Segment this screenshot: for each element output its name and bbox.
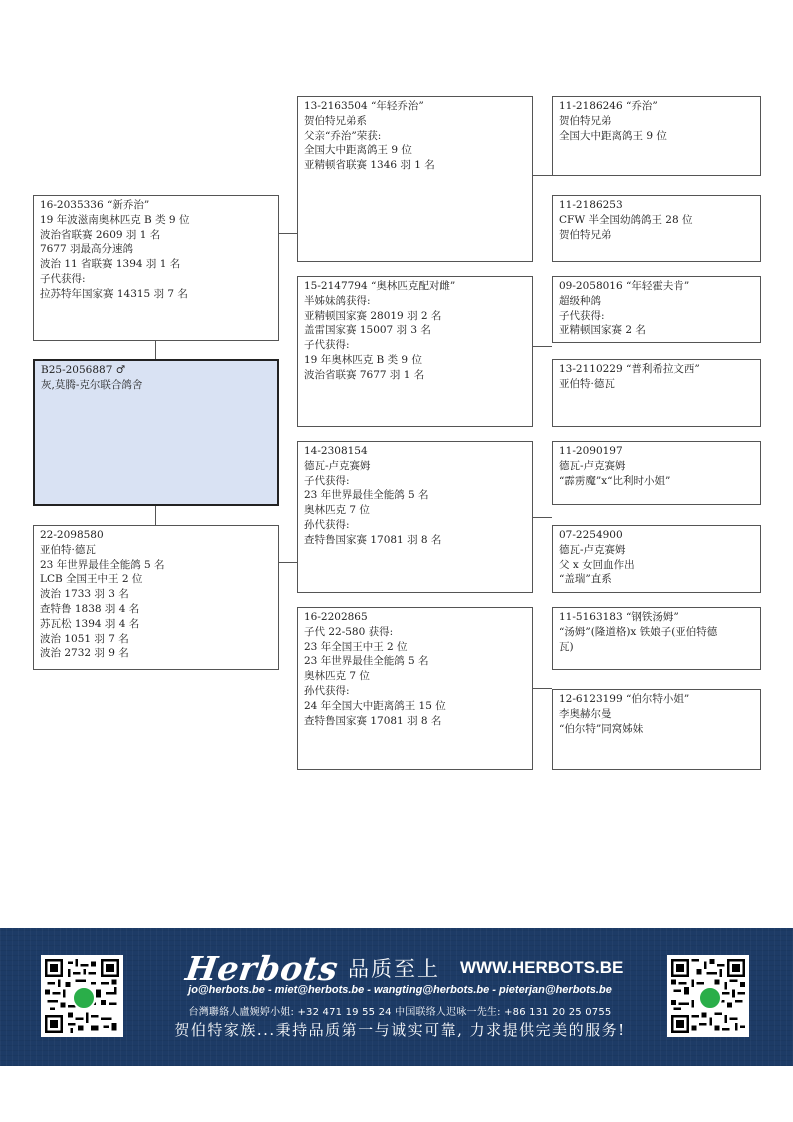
sd-sire-line: 亚精顿国家赛 2 名 bbox=[559, 324, 646, 337]
sire-dam-line: 盖雷国家赛 15007 羽 3 名 bbox=[304, 324, 431, 337]
dam-dam-line: 23 年世界最佳全能鸽 5 名 bbox=[304, 655, 429, 668]
ds-sire-line: 德瓦-卢克赛姆 bbox=[559, 459, 626, 472]
dam-line: 波治 2732 羽 9 名 bbox=[40, 647, 129, 660]
sire-dam-line: 子代获得: bbox=[304, 339, 350, 352]
dam-sire-line: 查特鲁国家赛 17081 羽 8 名 bbox=[304, 533, 442, 546]
connector bbox=[279, 562, 297, 563]
sire-line: 波治 11 省联赛 1394 羽 1 名 bbox=[40, 258, 181, 271]
sd-dam-box bbox=[552, 359, 761, 427]
connector bbox=[155, 506, 156, 525]
sire-dam-line: 亚精顿国家赛 28019 羽 2 名 bbox=[304, 309, 442, 322]
ds-sire-box bbox=[552, 441, 761, 505]
footer-banner bbox=[0, 928, 793, 1066]
dam-line: 波治 1051 羽 7 名 bbox=[40, 632, 129, 645]
dam-sire-line: 孙代获得: bbox=[304, 518, 350, 531]
connector bbox=[533, 517, 552, 518]
dd-dam-line: 李奥赫尔曼 bbox=[559, 707, 612, 720]
contact-emails[interactable]: jo@herbots.be - miet@herbots.be - wangting@herbots.be - pieterjan@herbots.be bbox=[188, 984, 612, 996]
dam-line: 波治 1733 羽 3 名 bbox=[40, 588, 129, 601]
sd-dam-line: 亚伯特·德瓦 bbox=[559, 377, 615, 390]
sire-box bbox=[33, 195, 279, 341]
ds-dam-line: 德瓦-卢克赛姆 bbox=[559, 543, 626, 556]
dam-dam-line: 23 年全国王中王 2 位 bbox=[304, 640, 408, 653]
sire-dam-line: 15-2147794 “奥林匹克配对雌” bbox=[304, 280, 456, 292]
dam-line: 22-2098580 bbox=[40, 529, 104, 541]
dam-sire-box bbox=[297, 441, 533, 593]
connector bbox=[155, 341, 156, 359]
dam-line: 查特鲁 1838 羽 4 名 bbox=[40, 602, 140, 615]
wechat-logo-icon bbox=[72, 986, 96, 1010]
dd-sire-box bbox=[552, 607, 761, 670]
sd-dam-line: 13-2110229 “普利希拉文西” bbox=[559, 363, 700, 375]
sd-sire-line: 超级种鸽 bbox=[559, 294, 601, 307]
subject-box bbox=[33, 359, 279, 506]
brand-row bbox=[183, 948, 624, 988]
website-link[interactable]: WWW.HERBOTS.BE bbox=[459, 958, 624, 977]
slogan: 品质至上 bbox=[347, 957, 440, 981]
sire-sire-line: 父亲“乔治”荣获: bbox=[304, 129, 382, 142]
sire-sire-line: 亚精顿省联赛 1346 羽 1 名 bbox=[304, 159, 435, 172]
dam-line: LCB 全国王中王 2 位 bbox=[40, 573, 143, 586]
subject-ring-number: B25-2056887 ♂ bbox=[41, 364, 126, 376]
dd-sire-line: “汤姆”(隆道格)x 铁娘子(亚伯特德 bbox=[559, 625, 718, 638]
dam-dam-line: 查特鲁国家赛 17081 羽 8 名 bbox=[304, 714, 442, 727]
dam-dam-line: 孙代获得: bbox=[304, 684, 350, 697]
dd-sire-line: 瓦) bbox=[559, 640, 574, 653]
ss-dam-line: 贺伯特兄弟 bbox=[559, 228, 612, 241]
sire-sire-box bbox=[297, 96, 533, 262]
ss-dam-line: CFW 半全国幼鸽鸽王 28 位 bbox=[559, 213, 693, 226]
qr-code-right[interactable] bbox=[667, 955, 749, 1037]
ds-sire-line: 11-2090197 bbox=[559, 445, 623, 457]
sire-line: 16-2035336 “新乔治” bbox=[40, 199, 150, 211]
sire-dam-line: 波治省联赛 7677 羽 1 名 bbox=[304, 368, 425, 381]
subject-breeder: 灰,莫腾-克尔联合鸽舍 bbox=[41, 378, 143, 391]
dam-line: 23 年世界最佳全能鸽 5 名 bbox=[40, 558, 165, 571]
dd-sire-line: 11-5163183 “钢铁汤姆” bbox=[559, 611, 679, 623]
ss-sire-line: 贺伯特兄弟 bbox=[559, 114, 612, 127]
sire-dam-line: 19 年奥林匹克 B 类 9 位 bbox=[304, 353, 422, 366]
dam-sire-line: 子代获得: bbox=[304, 474, 350, 487]
ds-dam-line: 父 x 女回血作出 bbox=[559, 558, 635, 571]
sd-sire-box bbox=[552, 276, 761, 343]
ds-dam-line: 07-2254900 bbox=[559, 529, 623, 541]
dam-dam-line: 子代 22-580 获得: bbox=[304, 625, 394, 638]
dd-dam-line: 12-6123199 “伯尔特小姐” bbox=[559, 693, 690, 705]
sire-sire-line: 贺伯特兄弟系 bbox=[304, 114, 367, 127]
dam-dam-line: 24 年全国大中距离鸽王 15 位 bbox=[304, 699, 446, 712]
herbots-logo: Herbots bbox=[183, 948, 341, 988]
connector bbox=[533, 346, 552, 347]
dam-dam-line: 16-2202865 bbox=[304, 611, 368, 623]
sire-line: 波治省联赛 2609 羽 1 名 bbox=[40, 228, 161, 241]
ds-dam-box bbox=[552, 525, 761, 593]
dam-dam-line: 奥林匹克 7 位 bbox=[304, 670, 370, 683]
ss-dam-line: 11-2186253 bbox=[559, 199, 623, 211]
wechat-logo-icon bbox=[698, 986, 722, 1010]
ss-sire-box bbox=[552, 96, 761, 176]
dam-box bbox=[33, 525, 279, 670]
sire-line: 19 年波滋南奥林匹克 B 类 9 位 bbox=[40, 213, 190, 226]
sire-dam-box bbox=[297, 276, 533, 427]
connector bbox=[533, 175, 552, 176]
dd-dam-box bbox=[552, 689, 761, 770]
connector bbox=[533, 688, 552, 689]
dam-line: 苏瓦松 1394 羽 4 名 bbox=[40, 617, 140, 630]
sire-line: 拉苏特年国家赛 14315 羽 7 名 bbox=[40, 287, 188, 300]
sire-dam-line: 半姊妹鸽获得: bbox=[304, 294, 371, 307]
ds-sire-line: “霹雳魔”x“比利时小姐” bbox=[559, 474, 671, 487]
dam-sire-line: 奥林匹克 7 位 bbox=[304, 504, 370, 517]
qr-code-left[interactable] bbox=[41, 955, 123, 1037]
sd-sire-line: 子代获得: bbox=[559, 309, 605, 322]
dam-sire-line: 14-2308154 bbox=[304, 445, 368, 457]
dam-sire-line: 德瓦-卢克赛姆 bbox=[304, 459, 371, 472]
dd-dam-line: “伯尔特”同窝姊妹 bbox=[559, 722, 644, 735]
dam-dam-box bbox=[297, 607, 533, 770]
ds-dam-line: “盖瑞”直系 bbox=[559, 573, 612, 586]
ss-dam-box bbox=[552, 195, 761, 262]
sire-sire-line: 13-2163504 “年轻乔治” bbox=[304, 100, 424, 112]
dam-sire-line: 23 年世界最佳全能鸽 5 名 bbox=[304, 489, 429, 502]
ss-sire-line: 11-2186246 “乔治” bbox=[559, 100, 658, 112]
contact-phones: 台灣聯絡人盧婉婷小姐: +32 471 19 55 24 中国联络人迟咏一先生: +86 131 20 25 0755 bbox=[188, 1007, 612, 1018]
ss-sire-line: 全国大中距离鸽王 9 位 bbox=[559, 129, 667, 142]
dam-line: 亚伯特·德瓦 bbox=[40, 543, 96, 556]
sd-sire-line: 09-2058016 “年轻霍夫肯” bbox=[559, 280, 690, 292]
sire-line: 7677 羽最高分速鸽 bbox=[40, 243, 134, 256]
sire-sire-line: 全国大中距离鸽王 9 位 bbox=[304, 144, 412, 157]
footer-motto: 贺伯特家族...秉持品质第一与诚实可靠, 力求提供完美的服务! bbox=[174, 1021, 626, 1039]
sire-line: 子代获得: bbox=[40, 272, 86, 285]
connector bbox=[279, 233, 297, 234]
